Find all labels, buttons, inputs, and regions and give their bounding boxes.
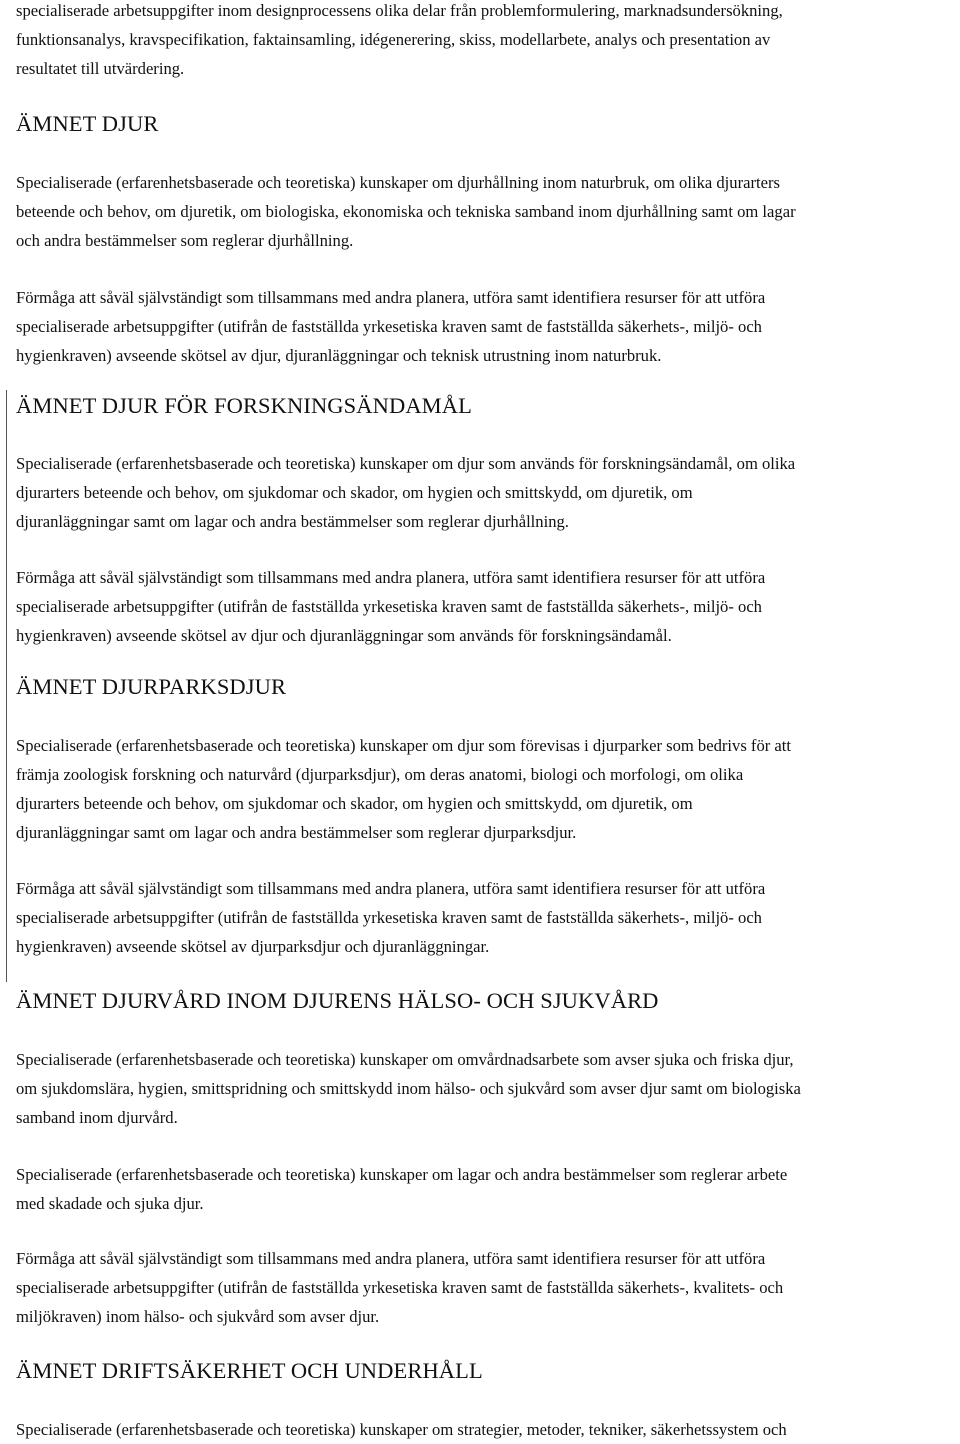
text-line: resultatet till utvärdering. — [16, 59, 185, 78]
text-line: specialiserade arbetsuppgifter (utifrån de fastställda yrkesetiska kraven samt de fastställda säkerhets-, miljö- och — [16, 908, 762, 927]
text-line: djuranläggningar samt om lagar och andra bestämmelser som reglerar djurhållning. — [16, 512, 569, 531]
paragraph-forskning-formaga — [16, 563, 765, 650]
text-line: hygienkraven) avseende skötsel av djur och djuranläggningar som används för forskningsändamål. — [16, 626, 672, 645]
text-line: Förmåga att såväl självständigt som tillsammans med andra planera, utföra samt identifiera resurser för att utföra — [16, 879, 766, 898]
text-line: djurarters beteende och behov, om sjukdomar och skador, om hygien och smittskydd, om djuretik, om — [16, 483, 693, 502]
text-line: Specialiserade (erfarenhetsbaserade och teoretiska) kunskaper om djur som används för forskningsändamål, om olika — [16, 454, 796, 473]
section-heading-djurparksdjur: ÄMNET DJURPARKSDJUR — [16, 674, 287, 699]
text-line: och andra bestämmelser som reglerar djurhållning. — [16, 231, 354, 250]
paragraph-djurvard-formaga — [16, 1244, 783, 1331]
paragraph-intro — [16, 0, 783, 83]
text-line: Förmåga att såväl självständigt som tillsammans med andra planera, utföra samt identifiera resurser för att utföra — [16, 288, 766, 307]
text-line: funktionsanalys, kravspecifikation, faktainsamling, idégenerering, skiss, modellarbete, analys och presentation av — [16, 30, 771, 49]
paragraph-djurpark-formaga — [16, 874, 765, 961]
text-line: specialiserade arbetsuppgifter inom designprocessens olika delar från problemformulering, marknadsundersökning, — [16, 1, 783, 20]
text-line: Specialiserade (erfarenhetsbaserade och teoretiska) kunskaper om djur som förevisas i djurparker som bedrivs för att — [16, 736, 792, 755]
margin-change-bar — [6, 390, 7, 982]
paragraph-forskning-kunskaper — [16, 449, 795, 536]
text-line: djuranläggningar samt om lagar och andra bestämmelser som reglerar djurparksdjur. — [16, 823, 577, 842]
text-line: hygienkraven) avseende skötsel av djur, djuranläggningar och teknisk utrustning inom naturbruk. — [16, 346, 662, 365]
text-line: främja zoologisk forskning och naturvård (djurparksdjur), om deras anatomi, biologi och morfologi, om olika — [16, 765, 744, 784]
text-line: med skadade och sjuka djur. — [16, 1194, 204, 1213]
text-line: miljökraven) inom hälso- och sjukvård som avser djur. — [16, 1307, 380, 1326]
paragraph-driftsakerhet-kunskaper — [16, 1415, 787, 1444]
text-line: Specialiserade (erfarenhetsbaserade och teoretiska) kunskaper om lagar och andra bestämmelser som reglerar arbete — [16, 1165, 788, 1184]
text-line: samband inom djurvård. — [16, 1108, 178, 1127]
paragraph-djurvard-lagar — [16, 1160, 787, 1218]
text-line: djurarters beteende och behov, om sjukdomar och skador, om hygien och smittskydd, om djuretik, om — [16, 794, 693, 813]
text-line: Förmåga att såväl självständigt som tillsammans med andra planera, utföra samt identifiera resurser för att utföra — [16, 568, 766, 587]
text-line: Förmåga att såväl självständigt som tillsammans med andra planera, utföra samt identifiera resurser för att utföra — [16, 1249, 766, 1268]
paragraph-djur-kunskaper — [16, 168, 796, 255]
text-line: beteende och behov, om djuretik, om biologiska, ekonomiska och tekniska samband inom djurhållning samt om lagar — [16, 202, 796, 221]
text-line: hygienkraven) avseende skötsel av djurparksdjur och djuranläggningar. — [16, 937, 490, 956]
section-heading-driftsakerhet: ÄMNET DRIFTSÄKERHET OCH UNDERHÅLL — [16, 1358, 483, 1383]
text-line: specialiserade arbetsuppgifter (utifrån de fastställda yrkesetiska kraven samt de fastställda säkerhets-, miljö- och — [16, 317, 762, 336]
text-line: specialiserade arbetsuppgifter (utifrån de fastställda yrkesetiska kraven samt de fastställda säkerhets-, kvalitets- och — [16, 1278, 784, 1297]
paragraph-djurvard-omvardnad — [16, 1045, 801, 1132]
text-line: specialiserade arbetsuppgifter (utifrån de fastställda yrkesetiska kraven samt de fastställda säkerhets-, miljö- och — [16, 597, 762, 616]
section-heading-djur: ÄMNET DJUR — [16, 111, 159, 136]
text-line: Specialiserade (erfarenhetsbaserade och teoretiska) kunskaper om omvårdnadsarbete som avser sjuka och friska djur, — [16, 1050, 794, 1069]
paragraph-djurpark-kunskaper — [16, 731, 791, 847]
section-heading-djur-forskning: ÄMNET DJUR FÖR FORSKNINGSÄNDAMÅL — [16, 393, 472, 418]
text-line: Specialiserade (erfarenhetsbaserade och teoretiska) kunskaper om strategier, metoder, tekniker, säkerhetssystem och — [16, 1420, 787, 1439]
text-line: om sjukdomslära, hygien, smittspridning och smittskydd inom hälso- och sjukvård som avser djur samt om biologiska — [16, 1079, 801, 1098]
section-heading-djurvard: ÄMNET DJURVÅRD INOM DJURENS HÄLSO- OCH SJUKVÅRD — [16, 988, 659, 1013]
paragraph-djur-formaga — [16, 283, 765, 370]
text-line: Specialiserade (erfarenhetsbaserade och teoretiska) kunskaper om djurhållning inom naturbruk, om olika djurarters — [16, 173, 780, 192]
